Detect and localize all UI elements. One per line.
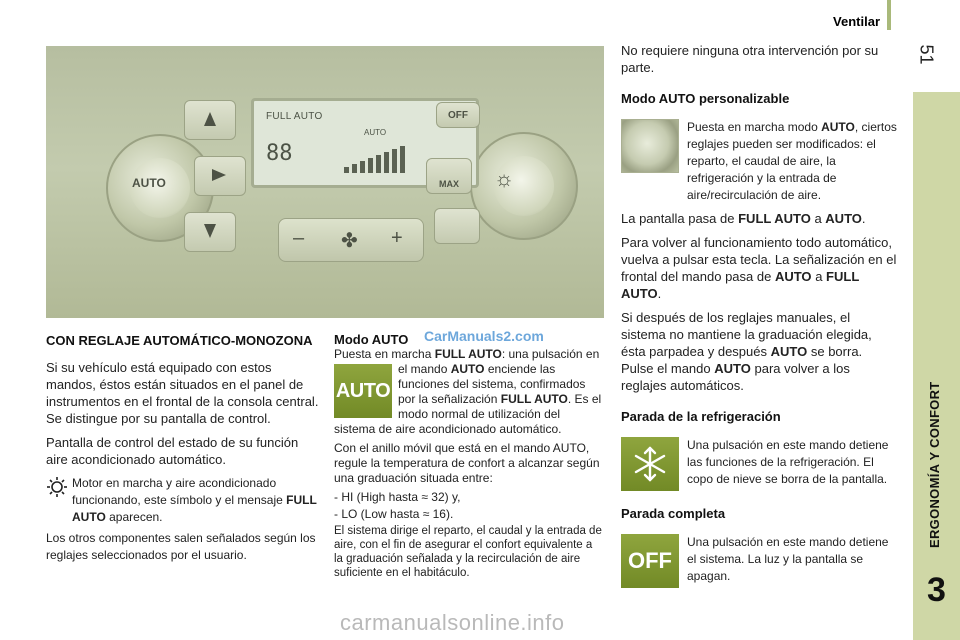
section-heading-auto-monozone: CON REGLAJE AUTOMÁTICO-MONOZONA <box>46 333 313 348</box>
custom-auto-row <box>621 119 897 204</box>
arrow-down-icon <box>204 224 216 238</box>
heading-custom-auto: Modo AUTO personalizable <box>621 91 790 106</box>
heading-auto-mode: Modo AUTO <box>334 332 409 347</box>
manual-d: AUTO <box>714 361 751 376</box>
display-auto-text: AUTO <box>364 128 387 137</box>
custom-b: AUTO <box>821 120 855 134</box>
heading-full-stop: Parada completa <box>621 506 726 521</box>
chapter-side-label-text: ERGONOMÍA Y CONFORT <box>927 381 942 548</box>
off-button: OFF <box>436 102 480 128</box>
auto-intro-a: Puesta en marcha <box>334 347 432 361</box>
display-temperature: 88 <box>266 141 293 166</box>
header-accent-bar <box>887 0 891 30</box>
full-stop-row <box>621 534 897 588</box>
auto-knob-icon <box>621 119 679 173</box>
fan-knob <box>470 132 578 240</box>
auto-intro-b: FULL AUTO <box>434 347 502 361</box>
auto-intro-g: . Es el modo normal de utilización del sistema de aire acondicionado automático. <box>334 392 602 436</box>
icon-row-text-b: aparecen. <box>109 510 163 524</box>
return-e: . <box>657 286 662 301</box>
column-right <box>621 42 897 594</box>
auto-intro-f: FULL AUTO <box>500 392 568 406</box>
screen-b: FULL AUTO <box>738 211 811 226</box>
recirc-button <box>434 208 480 244</box>
screen-d: AUTO <box>825 211 862 226</box>
paragraph-ring: Con el anillo móvil que está en el mando AUTO, regule la temperatura de confort a alcanzar según una graduación situada entre: <box>334 441 600 485</box>
fan-icon: ✤ <box>341 230 358 252</box>
auto-knob-label: AUTO <box>132 176 166 190</box>
section-title: Ventilar <box>833 14 880 29</box>
manual-e: para volver a los reglajes automáticos. <box>621 361 850 393</box>
return-c: a <box>815 269 823 284</box>
screen-c: a <box>814 211 822 226</box>
screen-a: La pantalla pasa de <box>621 211 735 226</box>
heading-refrigeration-stop: Parada de la refrigeración <box>621 409 781 424</box>
off-button-icon: OFF <box>621 534 679 588</box>
paragraph-screen-switch <box>621 210 897 227</box>
auto-button-icon: AUTO <box>334 364 392 418</box>
return-b: AUTO <box>774 269 812 284</box>
custom-auto-text <box>687 119 897 204</box>
range-lo: - LO (Low hasta ≈ 16). <box>334 507 454 521</box>
paragraph-other-components: Los otros componentes salen señalados según los reglajes seleccionados por el usuario. <box>46 531 316 562</box>
page-number: 51 <box>916 44 937 65</box>
column-auto-mode <box>334 332 604 584</box>
column-auto-monozone <box>46 332 322 571</box>
display-mode-text: FULL AUTO <box>266 111 323 122</box>
return-a: Para volver al funcionamiento todo automático, vuelva a pulsar esta tecla. La señalización en el frontal del mando pasa de <box>621 235 897 284</box>
custom-c: , ciertos reglajes pueden ser modificados: el reparto, el caudal de aire, la refrigeración y la entrada de aire/recirculación de aire. <box>687 120 897 202</box>
watermark-carmanuals: CarManuals2.com <box>424 328 544 344</box>
paragraph-location: Si su vehículo está equipado con estos mandos, éstos están situados en el panel de instrumentos en el frontal de la consola central. Se distingue por su pantalla de control. <box>46 360 319 426</box>
auto-mode-intro <box>334 347 604 437</box>
manual-c: se borra. Pulse el mando <box>621 344 863 376</box>
plus-icon: + <box>391 227 403 249</box>
paragraph-return-auto <box>621 234 897 302</box>
range-hi: - HI (High hasta ≈ 32) y, <box>334 490 461 504</box>
manual-a: Si después de los reglajes manuales, el sistema no mantiene la graduación elegida, ésta parpadea y después <box>621 310 872 359</box>
paragraph-manual <box>621 309 897 394</box>
fan-level-bars <box>344 143 405 173</box>
chapter-number: 3 <box>927 571 946 609</box>
refrigeration-row <box>621 437 897 491</box>
snowflake-icon <box>621 437 679 491</box>
sun-icon: ☼ <box>494 166 515 191</box>
minus-icon: – <box>293 227 305 249</box>
screen-e: . <box>861 211 866 226</box>
icon-row-text <box>72 475 322 526</box>
auto-intro-d: AUTO <box>450 362 485 376</box>
paragraph-system: El sistema dirige el reparto, el caudal y la entrada de aire, con el fin de asegurar el confort equivalente a la graduación señalada y la recirculación de aire suficiente en el habitáculo. <box>334 525 602 579</box>
return-d: FULL AUTO <box>621 269 860 301</box>
auto-intro-c: : una pulsación en el mando <box>398 347 600 376</box>
range-list <box>334 490 604 522</box>
fan-speed-bar <box>278 218 424 262</box>
icon-row-text-bold: FULL AUTO <box>72 493 317 524</box>
sun-icon <box>46 476 68 498</box>
arrow-right-icon <box>212 169 226 181</box>
icon-row-text-a: Motor en marcha y aire acondicionado funcionando, este símbolo y el mensaje <box>72 476 283 507</box>
max-button <box>426 158 472 194</box>
watermark-carmanualsonline: carmanualsonline.info <box>340 610 565 635</box>
icon-row-fan-auto <box>46 475 322 526</box>
max-label: MAX <box>439 179 459 189</box>
paragraph-intro: No requiere ninguna otra intervención por su parte. <box>621 43 879 75</box>
refrigeration-text: Una pulsación en este mando detiene las funciones de la refrigeración. El copo de nieve se borra de la pantalla. <box>687 438 889 486</box>
custom-a: Puesta en marcha modo <box>687 120 818 134</box>
arrow-up-icon <box>204 112 216 126</box>
climate-panel-photo <box>46 46 604 318</box>
chapter-side-band <box>913 92 960 640</box>
full-stop-text: Una pulsación en este mando detiene el sistema. La luz y la pantalla se apagan. <box>687 535 889 583</box>
paragraph-display: Pantalla de control del estado de su función aire acondicionado automático. <box>46 435 299 467</box>
auto-intro-e: enciende las funciones del sistema, confirmados por la señalización <box>398 362 586 406</box>
manual-b: AUTO <box>770 344 808 359</box>
